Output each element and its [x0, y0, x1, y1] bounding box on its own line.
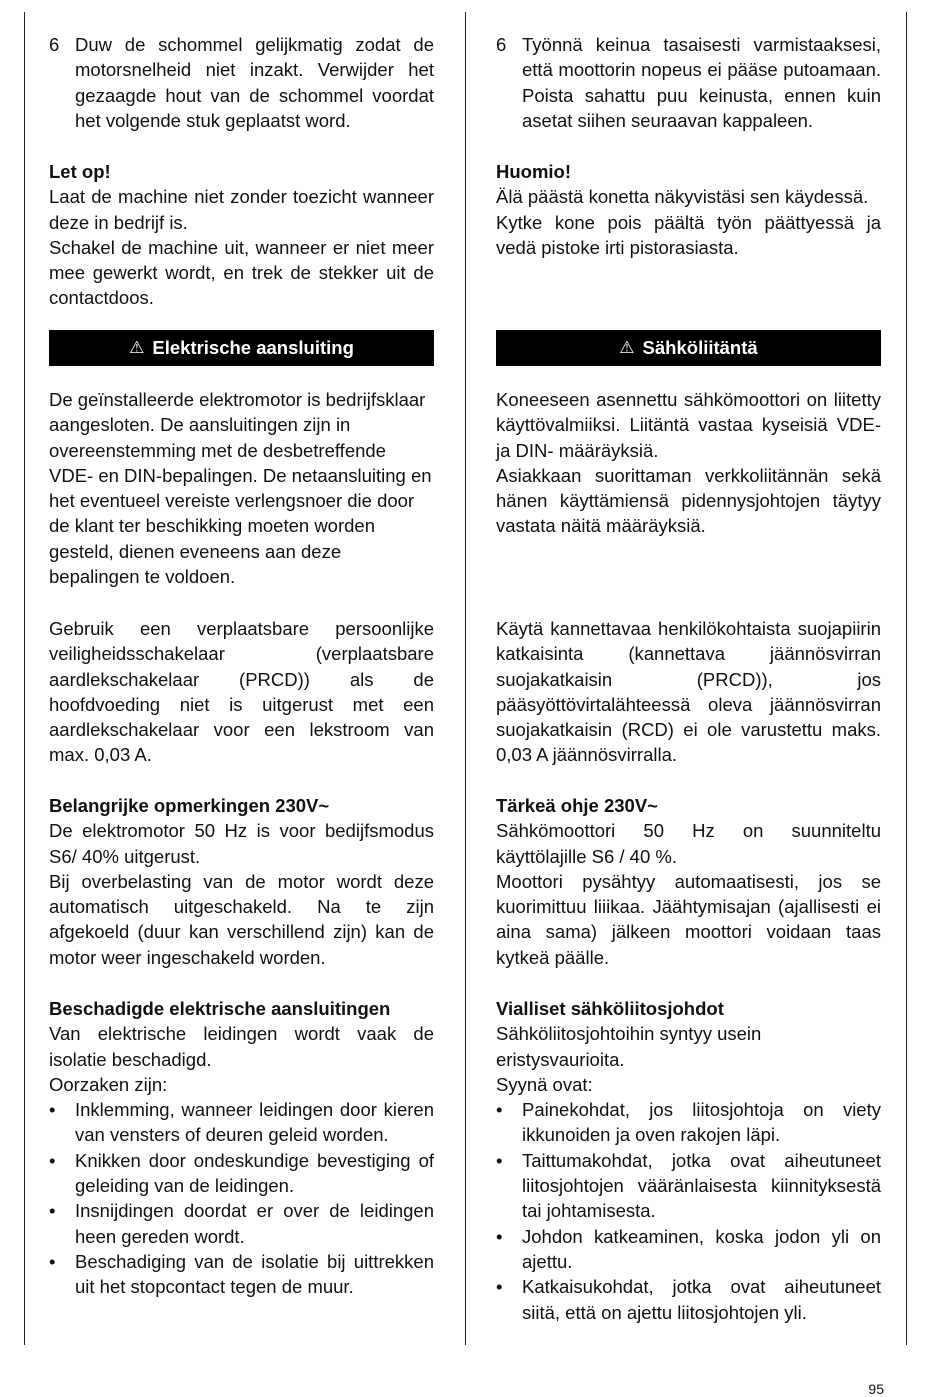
- list-item-text: Taittumakohdat, jotka ovat aiheutuneet liitosjohtojen vääränlaisesta kiinnityksestä tai johtamisesta.: [522, 1149, 881, 1222]
- important-heading: Belangrijke opmerkingen 230V~: [49, 795, 330, 816]
- important-line: Sähkömoottori 50 Hz on suunniteltu käyttölajille S6 / 40 %.: [496, 820, 881, 867]
- left-margin-rule: [24, 12, 25, 1345]
- bullet-icon: •: [496, 1099, 503, 1121]
- section-bar-electrical: [49, 330, 434, 366]
- bullet-icon: •: [49, 1099, 56, 1121]
- damaged-cables-block: [496, 996, 881, 1325]
- caution-line: Kytke kone pois päältä työn päättyessä ja vedä pistoke irti pistorasiasta.: [496, 211, 881, 258]
- step-6-block: [49, 32, 434, 133]
- list-item: [49, 1148, 434, 1199]
- bullet-icon: •: [496, 1225, 503, 1247]
- damaged-line: Oorzaken zijn:: [49, 1073, 168, 1095]
- electrical-connection-paragraph: [496, 387, 881, 539]
- warning-triangle-icon: ⚠: [619, 338, 635, 357]
- causes-list: [496, 1097, 881, 1325]
- important-line: De elektromotor 50 Hz is voor bedijfsmodus S6/ 40% uitgerust.: [49, 820, 434, 867]
- paragraph-text: Koneeseen asennettu sähkömoottori on liitetty käyttövalmiiksi. Liitäntä vastaa kyseisiä VDE- ja DIN- määräyksiä.: [496, 389, 881, 461]
- important-line: Bij overbelasting van de motor wordt deze automatisch uitgeschakeld. Na te zijn afgekoeld (duur kan verschillend zijn) kan de motor weer ingeschakeld worden.: [49, 870, 434, 968]
- column-divider: [465, 12, 466, 1345]
- step-6-item: [49, 32, 434, 133]
- bullet-icon: •: [496, 1149, 503, 1171]
- right-margin-rule: [906, 12, 907, 1345]
- step-text: Duw de schommel gelijkmatig zodat de motorsnelheid niet inzakt. Verwijder het gezaagde hout van de schommel voordat het volgende stuk geplaatst word.: [75, 34, 434, 131]
- caution-heading: Let op!: [49, 161, 111, 182]
- damaged-line: Van elektrische leidingen wordt vaak de isolatie beschadigd.: [49, 1023, 434, 1070]
- list-item: [496, 1274, 881, 1325]
- list-item-text: Katkaisukohdat, jotka ovat aiheutuneet siitä, että on ajettu liitosjohtojen yli.: [522, 1276, 881, 1323]
- list-item: [49, 1198, 434, 1249]
- paragraph-text: De geïnstalleerde elektromotor is bedrijfsklaar aangesloten. De aansluitingen zijn in overeenstemming met de desbetreffende VDE- en DIN-bepalingen. De netaansluiting en het eventueel vereiste verlengsnoer die door de klant ter beschikking moeten worden gesteld, dienen eveneens aan deze bepalingen te voldoen.: [49, 389, 432, 588]
- step-text: Työnnä keinua tasaisesti varmistaaksesi, että moottorin nopeus ei pääse putoamaan. Poista sahattu puu keinusta, ennen kuin asetat siihen seuraavan kappaleen.: [522, 34, 881, 131]
- paragraph-text: Käytä kannettavaa henkilökohtaista suojapiirin katkaisinta (kannettava jäännösvirran suojakatkaisin (PRCD)), jos pääsyöttövirtalähteessä oleva jäännösvirran suojakatkaisin (RCD) ei ole varustettu maks. 0,03 A jäännösvirralla.: [496, 618, 881, 766]
- list-item: [49, 1097, 434, 1148]
- paragraph-text: Asiakkaan suorittaman verkkoliitännän sekä hänen käyttämiensä pidennysjohtojen täytyy vastata näitä määräyksiä.: [496, 464, 881, 537]
- section-bar-label: Elektrische aansluiting: [152, 337, 354, 358]
- damaged-heading: Beschadigde elektrische aansluitingen: [49, 998, 391, 1019]
- causes-list: [49, 1097, 434, 1299]
- list-item-text: Insnijdingen doordat er over de leidingen heen gereden wordt.: [75, 1200, 434, 1247]
- important-line: Moottori pysähtyy automaatisesti, jos se kuorimittuu liiikaa. Jäähtymisajan (ajallisesti ei aina sama) jälkeen moottori voidaan taas kytkeä päälle.: [496, 870, 881, 968]
- prcd-paragraph: [496, 616, 881, 768]
- list-item: [49, 1249, 434, 1300]
- caution-heading: Huomio!: [496, 161, 572, 182]
- page-number: 95: [868, 1381, 884, 1397]
- list-item-text: Beschadiging van de isolatie bij uittrekken uit het stopcontact tegen de muur.: [75, 1250, 434, 1298]
- caution-block: [496, 159, 881, 260]
- bullet-icon: •: [496, 1276, 503, 1298]
- step-number: 6: [496, 34, 507, 55]
- important-notes-block: [496, 793, 881, 970]
- list-item-text: Painekohdat, jos liitosjohtoja on viety ikkunoiden ja oven rakojen läpi.: [522, 1099, 881, 1146]
- list-item-text: Knikken door ondeskundige bevestiging of geleiding van de leidingen.: [75, 1149, 434, 1197]
- damaged-cables-block: [49, 996, 434, 1300]
- important-notes-block: [49, 793, 434, 970]
- caution-line: Älä päästä konetta näkyvistäsi sen käydessä.: [496, 186, 869, 208]
- list-item: [496, 1224, 881, 1275]
- list-item: [496, 1097, 881, 1148]
- damaged-line: Syynä ovat:: [496, 1073, 593, 1095]
- caution-line: Schakel de machine uit, wanneer er niet meer mee gewerkt wordt, en trek de stekker uit de contactdoos.: [49, 236, 434, 309]
- paragraph-text: Gebruik een verplaatsbare persoonlijke veiligheidsschakelaar (verplaatsbare aardlekschakelaar (PRCD)) als de hoofdvoeding niet is uitgerust met een aardlekschakelaar voor een lekstroom van max. 0,03 A.: [49, 618, 434, 766]
- caution-block: [49, 159, 434, 311]
- bullet-icon: •: [49, 1200, 56, 1222]
- warning-triangle-icon: ⚠: [129, 338, 145, 357]
- electrical-connection-paragraph: [49, 387, 434, 589]
- section-bar-label: Sähköliitäntä: [642, 337, 758, 358]
- step-number: 6: [49, 34, 60, 55]
- list-item-text: Johdon katkeaminen, koska jodon yli on ajettu.: [522, 1225, 881, 1272]
- important-heading: Tärkeä ohje 230V~: [496, 795, 658, 816]
- prcd-paragraph: [49, 616, 434, 768]
- step-6-item: [496, 32, 881, 133]
- damaged-heading: Vialliset sähköliitosjohdot: [496, 998, 724, 1019]
- section-bar-electrical: [496, 330, 881, 366]
- list-item-text: Inklemming, wanneer leidingen door kieren van vensters of deuren geleid worden.: [75, 1099, 434, 1146]
- bullet-icon: •: [49, 1250, 56, 1272]
- damaged-line: Sähköliitosjohtoihin syntyy usein eristysvaurioita.: [496, 1023, 762, 1070]
- bullet-icon: •: [49, 1149, 56, 1171]
- list-item: [496, 1148, 881, 1224]
- caution-line: Laat de machine niet zonder toezicht wanneer deze in bedrijf is.: [49, 186, 434, 233]
- step-6-block: [496, 32, 881, 133]
